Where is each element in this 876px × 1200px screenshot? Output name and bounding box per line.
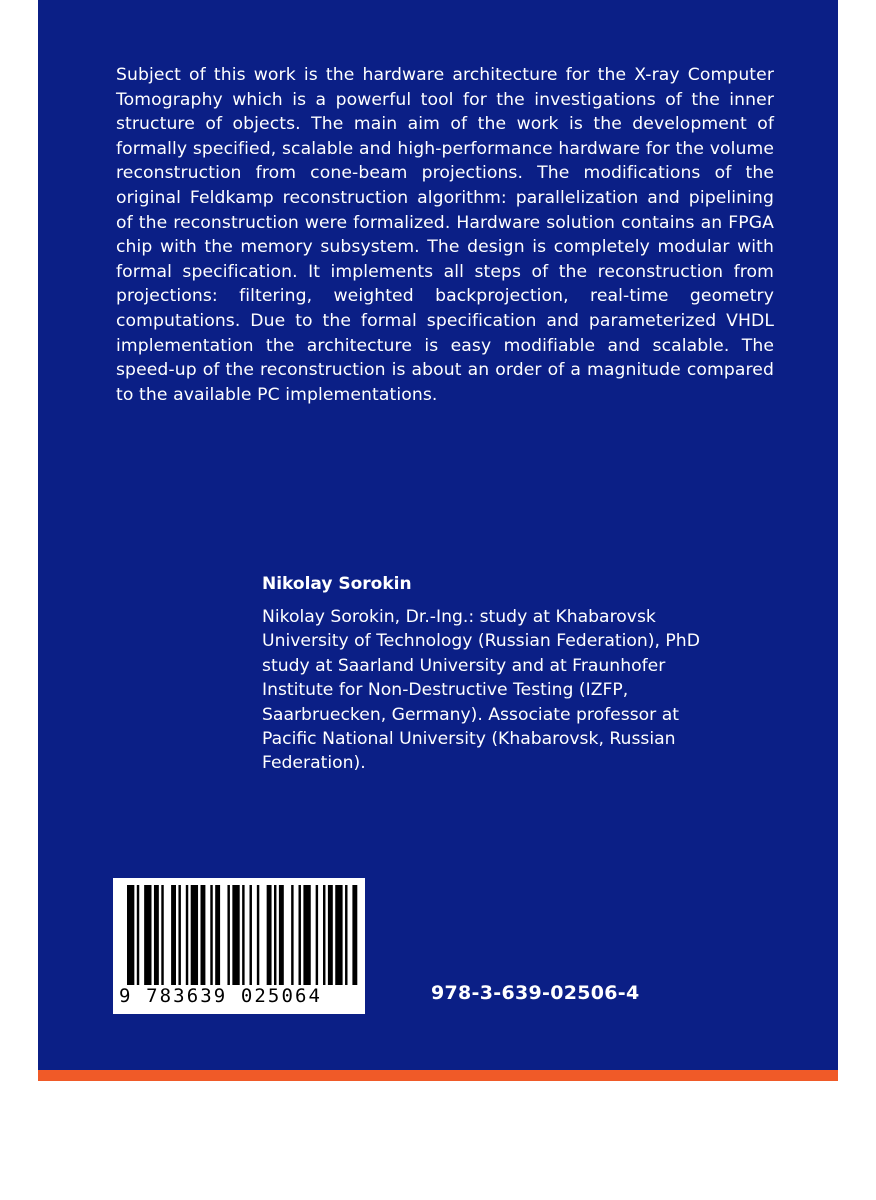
barcode-bar (345, 885, 347, 999)
barcode-bar (137, 885, 139, 999)
author-biography: Nikolay Sorokin, Dr.-Ing.: study at Khabarovsk University of Technology (Russian Federation), PhD study at Saarland University and at Fraunhofer Institute for Non-Destructive Testing (IZFP, Saarbruecken, Germany). Associate professor at Pacific National University (Khabarovsk, Russian Federation). (262, 607, 700, 774)
barcode-bar (257, 885, 259, 999)
barcode-bar (291, 885, 293, 999)
author-name: Nikolay Sorokin (262, 574, 412, 594)
barcode-bar (250, 885, 252, 999)
barcode-bar (191, 885, 198, 999)
barcode-bar (279, 885, 284, 999)
barcode-bar (178, 885, 180, 999)
barcode-bar (215, 885, 220, 999)
barcode-bar (161, 885, 163, 999)
barcode-bar (335, 885, 342, 999)
barcode (113, 878, 365, 1014)
barcode-bar (323, 885, 325, 999)
barcode-bar (316, 885, 318, 999)
barcode-bar (201, 885, 206, 999)
barcode-bar (352, 885, 357, 999)
barcode-bar (227, 885, 229, 999)
barcode-bar (274, 885, 276, 999)
barcode-bar (127, 885, 134, 999)
barcode-bar (242, 885, 244, 999)
barcode-digits: 9 783639 025064 (119, 985, 359, 1007)
barcode-bar (303, 885, 310, 999)
barcode-bar (171, 885, 176, 999)
barcode-bar (232, 885, 239, 999)
barcode-bar (210, 885, 212, 999)
book-description: Subject of this work is the hardware architecture for the X-ray Computer Tomography which is a powerful tool for the investigations of the inner structure of objects. The main aim of the work is the development of formally specified, scalable and high-performance hardware for the volume reconstruction from cone-beam projections. The modifications of the original Feldkamp reconstruction algorithm: parallelization and pipelining of the reconstruction were formalized. Hardware solution contains an FPGA chip with the memory subsystem. The design is completely modular with formal specification. It implements all steps of the reconstruction from projections: filtering, weighted backprojection, real-time geometry computations. Due to the formal specification and parameterized VHDL implementation the architecture is easy modifiable and scalable. The speed-up of the reconstruction is about an order of a magnitude compared to the available PC implementations. (116, 65, 774, 405)
barcode-bar (328, 885, 333, 999)
isbn-number: 978-3-639-02506-4 (431, 982, 640, 1004)
barcode-bar (144, 885, 151, 999)
barcode-bar (186, 885, 188, 999)
barcode-bar (299, 885, 301, 999)
barcode-bar (154, 885, 159, 999)
barcode-bar (267, 885, 272, 999)
accent-stripe (38, 1070, 838, 1081)
